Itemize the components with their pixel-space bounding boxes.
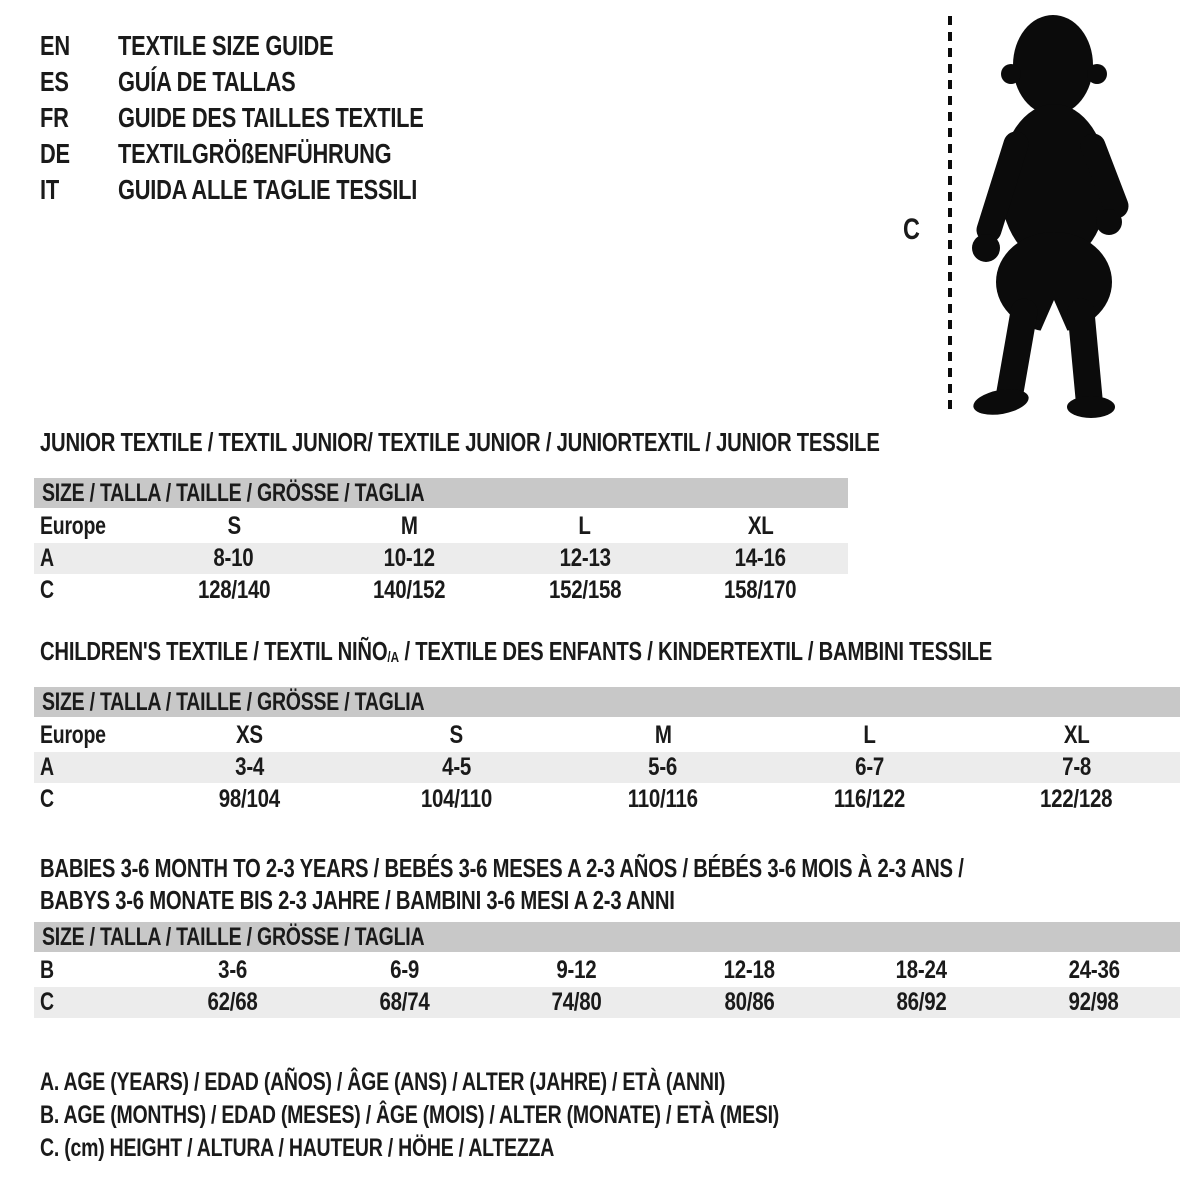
value-cell: 9-12: [556, 956, 597, 984]
value-cell: 74/80: [551, 988, 602, 1016]
children-table-title: CHILDREN'S TEXTILE / TEXTIL NIÑO/A / TEXTILE DES ENFANTS / KINDERTEXTIL / BAMBINI TESSILE: [40, 636, 993, 666]
language-label: GUIDA ALLE TAGLIE TESSILI: [118, 174, 418, 205]
size-cell: M: [400, 512, 418, 540]
size-cell: XS: [235, 721, 263, 749]
table-row: [34, 575, 848, 606]
babies-table-title: BABIES 3-6 MONTH TO 2-3 YEARS / BEBÉS 3-6 MESES A 2-3 AÑOS / BÉBÉS 3-6 MOIS À 2-3 ANS / BABYS 3-6 MONATE BIS 2-3 JAHRE / BAMBINI 3-6 MESI A 2-3 ANNI: [40, 853, 964, 915]
value-cell: 158/170: [724, 576, 797, 604]
table-row: [34, 784, 1180, 815]
table-row: [34, 720, 1180, 751]
value-cell: 18-24: [895, 956, 948, 984]
table-row: [34, 987, 1180, 1018]
language-list: [40, 28, 510, 208]
value-cell: 122/128: [1040, 785, 1113, 813]
language-code: FR: [40, 102, 69, 133]
value-cell: 3-4: [234, 753, 264, 781]
size-header-bar: SIZE / TALLA / TAILLE / GRÖSSE / TAGLIA: [34, 687, 1180, 717]
value-cell: 7-8: [1062, 753, 1092, 781]
row-label-cell: C: [40, 785, 54, 813]
language-code: EN: [40, 30, 70, 61]
row-label-cell: C: [40, 576, 54, 604]
value-cell: 3-6: [217, 956, 247, 984]
language-code: ES: [40, 66, 69, 97]
dashed-height-measure-line: [948, 16, 952, 416]
value-cell: 104/110: [420, 785, 492, 813]
language-code: IT: [40, 174, 59, 205]
size-cell: M: [654, 721, 672, 749]
row-label-cell: A: [40, 753, 54, 781]
table-row: [34, 543, 848, 574]
language-row-de: [40, 136, 510, 172]
value-cell: 62/68: [207, 988, 258, 1016]
size-cell: S: [227, 512, 241, 540]
table-row: [34, 955, 1180, 986]
legend-line-a: A. AGE (YEARS) / EDAD (AÑOS) / ÂGE (ANS) / ALTER (JAHRE) / ETÀ (ANNI): [40, 1068, 726, 1096]
size-header-bar: SIZE / TALLA / TAILLE / GRÖSSE / TAGLIA: [34, 478, 848, 508]
language-label: TEXTILE SIZE GUIDE: [118, 30, 334, 61]
size-cell: S: [449, 721, 463, 749]
nino-a-subscript: /A: [387, 649, 400, 666]
value-cell: 6-9: [390, 956, 419, 984]
language-label: GUIDE DES TAILLES TEXTILE: [118, 102, 424, 133]
measure-label-c: C: [903, 213, 920, 246]
row-label-cell: A: [40, 544, 54, 572]
junior-size-table: [34, 478, 848, 607]
value-cell: 4-5: [441, 753, 471, 781]
size-cell: XL: [1063, 721, 1090, 749]
size-header-bar: SIZE / TALLA / TAILLE / GRÖSSE / TAGLIA: [34, 922, 1180, 952]
row-label-cell: B: [40, 956, 54, 984]
value-cell: 110/116: [627, 785, 699, 813]
legend-line-c: C. (cm) HEIGHT / ALTURA / HAUTEUR / HÖHE / ALTEZZA: [40, 1134, 555, 1162]
value-cell: 10-12: [383, 544, 435, 572]
language-row-fr: [40, 100, 510, 136]
table-row: [34, 511, 848, 542]
value-cell: 152/158: [548, 576, 621, 604]
row-label-cell: Europe: [40, 721, 106, 749]
size-cell: XL: [747, 512, 774, 540]
value-cell: 128/140: [197, 576, 270, 604]
junior-table-title: JUNIOR TEXTILE / TEXTIL JUNIOR/ TEXTILE JUNIOR / JUNIORTEXTIL / JUNIOR TESSILE: [40, 427, 880, 457]
table-row: [34, 752, 1180, 783]
value-cell: 116/122: [834, 785, 906, 813]
value-cell: 80/86: [724, 988, 775, 1016]
language-label: GUÍA DE TALLAS: [118, 66, 296, 97]
value-cell: 8-10: [213, 544, 254, 572]
legend-line-b: B. AGE (MONTHS) / EDAD (MESES) / ÂGE (MOIS) / ALTER (MONATE) / ETÀ (MESI): [40, 1101, 780, 1129]
toddler-silhouette-icon: [960, 12, 1140, 418]
value-cell: 12-18: [723, 956, 775, 984]
language-row-es: [40, 64, 510, 100]
children-size-table: [34, 687, 1180, 816]
value-cell: 5-6: [648, 753, 678, 781]
size-cell: L: [578, 512, 591, 540]
language-code: DE: [40, 138, 70, 169]
value-cell: 140/152: [373, 576, 446, 604]
value-cell: 86/92: [896, 988, 947, 1016]
language-label: TEXTILGRÖßENFÜHRUNG: [118, 138, 392, 169]
language-row-it: [40, 172, 510, 208]
row-label-cell: Europe: [40, 512, 106, 540]
row-label-cell: C: [40, 988, 54, 1016]
size-cell: L: [863, 721, 876, 749]
legend: [40, 1066, 988, 1165]
value-cell: 98/104: [218, 785, 281, 813]
value-cell: 68/74: [379, 988, 430, 1016]
value-cell: 12-13: [559, 544, 611, 572]
value-cell: 24-36: [1068, 956, 1120, 984]
babies-size-table: [34, 922, 1180, 1019]
value-cell: 14-16: [734, 544, 786, 572]
language-row-en: [40, 28, 510, 64]
value-cell: 92/98: [1068, 988, 1119, 1016]
value-cell: 6-7: [855, 753, 885, 781]
